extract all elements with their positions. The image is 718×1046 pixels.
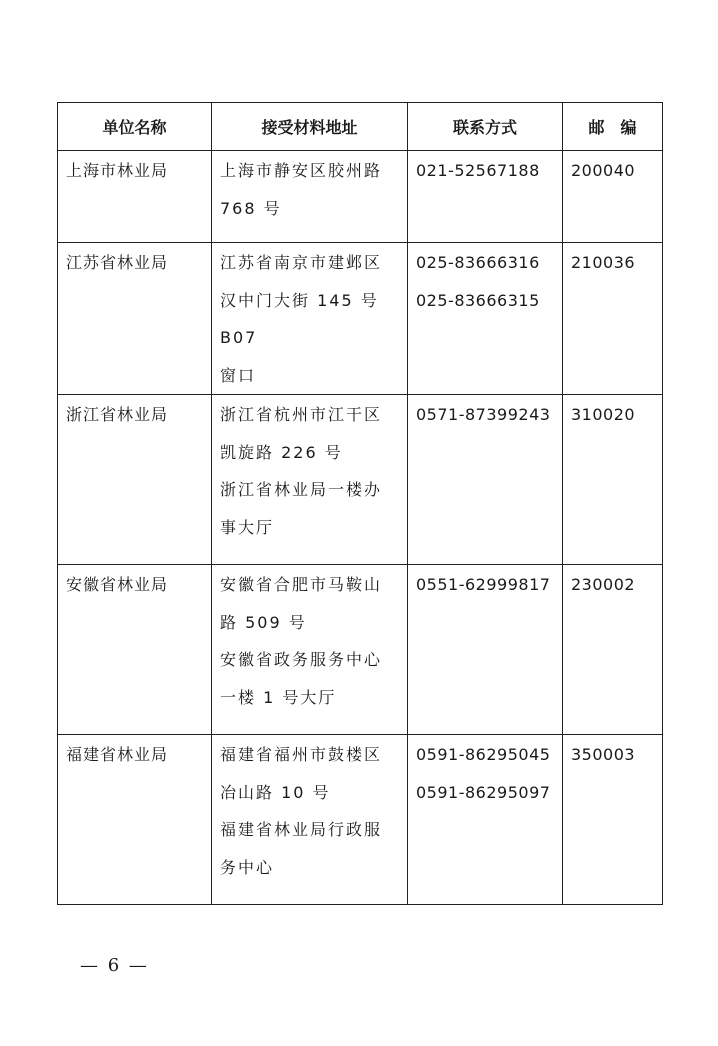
- table-row: [58, 735, 663, 905]
- table-row: [58, 565, 663, 735]
- page-number: — 6 —: [80, 955, 149, 976]
- table-row: [58, 395, 663, 565]
- postcode-cell: 310020: [563, 395, 663, 565]
- address-cell: 浙江省杭州市江干区 凯旋路 226 号 浙江省林业局一楼办 事大厅: [212, 395, 408, 565]
- table-row: [58, 243, 663, 395]
- unit-name-cell: 浙江省林业局: [58, 395, 212, 565]
- unit-name-cell: 安徽省林业局: [58, 565, 212, 735]
- address-cell: 上海市静安区胶州路 768 号: [212, 151, 408, 243]
- header-unit-name: 单位名称: [58, 103, 212, 151]
- unit-name-cell: 福建省林业局: [58, 735, 212, 905]
- header-address: 接受材料地址: [212, 103, 408, 151]
- address-cell: 江苏省南京市建邺区 汉中门大街 145 号 B07 窗口: [212, 243, 408, 395]
- address-cell: 安徽省合肥市马鞍山 路 509 号 安徽省政务服务中心 一楼 1 号大厅: [212, 565, 408, 735]
- contact-cell: 0591-86295045 0591-86295097: [408, 735, 563, 905]
- table-row: [58, 151, 663, 243]
- postcode-cell: 230002: [563, 565, 663, 735]
- contact-cell: 021-52567188: [408, 151, 563, 243]
- address-cell: 福建省福州市鼓楼区 冶山路 10 号 福建省林业局行政服 务中心: [212, 735, 408, 905]
- contact-cell: 025-83666316 025-83666315: [408, 243, 563, 395]
- postcode-cell: 200040: [563, 151, 663, 243]
- contact-table: [57, 102, 663, 905]
- unit-name-cell: 江苏省林业局: [58, 243, 212, 395]
- postcode-cell: 350003: [563, 735, 663, 905]
- header-postcode: 邮 编: [563, 103, 663, 151]
- unit-name-cell: 上海市林业局: [58, 151, 212, 243]
- contact-cell: 0551-62999817: [408, 565, 563, 735]
- header-contact: 联系方式: [408, 103, 563, 151]
- postcode-cell: 210036: [563, 243, 663, 395]
- table-header-row: [58, 103, 663, 151]
- contact-cell: 0571-87399243: [408, 395, 563, 565]
